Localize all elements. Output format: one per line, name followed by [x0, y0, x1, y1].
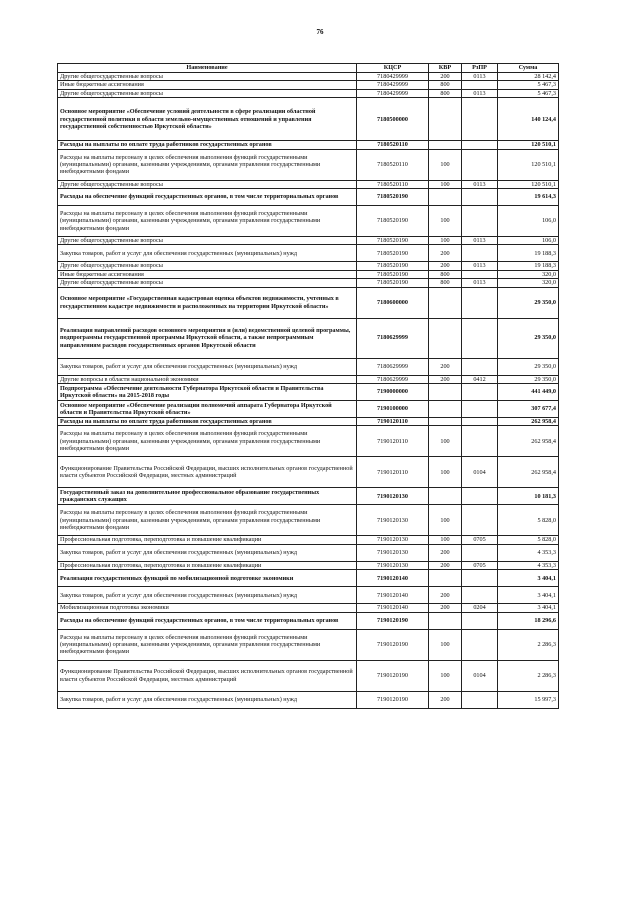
cell-sum: 19 188,3: [498, 262, 559, 270]
cell-kvr: 200: [429, 73, 462, 81]
cell-name: Основное мероприятие «Обеспечение реализации полномочий аппарата Губернатора Иркутской области и Правительства Иркутской области»: [58, 401, 357, 418]
cell-sum: 29 350,0: [498, 287, 559, 318]
cell-rzpr: [462, 270, 498, 278]
table-row: [58, 287, 559, 318]
cell-name: Иные бюджетные ассигнования: [58, 270, 357, 278]
cell-kvr: [429, 287, 462, 318]
cell-kvr: 100: [429, 149, 462, 180]
cell-name: Расходы на выплаты персоналу в целях обеспечения выполнения функций государственными (муниципальными) органами, казенными учреждениями, органами управления государственными внебюджетными фондами: [58, 206, 357, 237]
table-header-row: [58, 64, 559, 73]
cell-sum: 10 181,3: [498, 488, 559, 505]
cell-rzpr: [462, 358, 498, 375]
table-row: [58, 691, 559, 708]
page-number: 76: [316, 28, 324, 36]
cell-name: Функционирование Правительства Российской Федерации, высших исполнительных органов государственной власти субъектов Российской Федерации, местных администраций: [58, 457, 357, 488]
cell-name: Подпрограмма «Обеспечение деятельности Губернатора Иркутской области и Правительства Иркутской области» на 2015-2018 годы: [58, 384, 357, 401]
cell-kcsr: 7190120140: [357, 604, 429, 612]
cell-rzpr: [462, 384, 498, 401]
table-row: [58, 505, 559, 536]
table-row: [58, 536, 559, 544]
cell-rzpr: [462, 81, 498, 89]
cell-name: Другие общегосударственные вопросы: [58, 237, 357, 245]
cell-sum: 29 350,0: [498, 375, 559, 383]
cell-kcsr: 7190120190: [357, 691, 429, 708]
cell-kvr: 800: [429, 270, 462, 278]
table-row: [58, 73, 559, 81]
column-header-rzpr: РзПР: [462, 64, 498, 73]
cell-name: Расходы на выплаты персоналу в целях обеспечения выполнения функций государственными (муниципальными) органами, казенными учреждениями, органами управления государственными внебюджетными фондами: [58, 149, 357, 180]
table-row: [58, 189, 559, 206]
cell-kcsr: 7190100000: [357, 401, 429, 418]
cell-sum: 120 510,1: [498, 149, 559, 180]
cell-sum: 29 350,0: [498, 318, 559, 358]
table-row: [58, 561, 559, 569]
cell-kcsr: 7180429999: [357, 89, 429, 97]
cell-name: Расходы на выплаты по оплате труда работников государственных органов: [58, 418, 357, 426]
cell-name: Закупка товаров, работ и услуг для обеспечения государственных (муниципальных) нужд: [58, 544, 357, 561]
cell-rzpr: 0705: [462, 561, 498, 569]
cell-name: Основное мероприятие «Обеспечение условий деятельности в сфере реализации областной государственной политики в области земельно-имущественных отношений и управления государственной собственностью Иркутской области»: [58, 98, 357, 141]
cell-rzpr: [462, 629, 498, 660]
cell-kcsr: 7180520190: [357, 206, 429, 237]
cell-kvr: 800: [429, 89, 462, 97]
cell-kcsr: 7180500000: [357, 98, 429, 141]
cell-name: Реализация государственных функций по мобилизационной подготовке экономики: [58, 570, 357, 587]
table-row: [58, 418, 559, 426]
cell-rzpr: 0113: [462, 73, 498, 81]
cell-sum: 262 958,4: [498, 418, 559, 426]
cell-rzpr: [462, 544, 498, 561]
cell-name: Расходы на обеспечение функций государственных органов, в том числе территориальных органов: [58, 189, 357, 206]
cell-sum: 19 614,3: [498, 189, 559, 206]
cell-kcsr: 7190120130: [357, 561, 429, 569]
table-row: [58, 587, 559, 604]
cell-sum: 5 467,3: [498, 89, 559, 97]
cell-name: Другие общегосударственные вопросы: [58, 279, 357, 287]
table-row: [58, 570, 559, 587]
cell-name: Другие общегосударственные вопросы: [58, 262, 357, 270]
table-row: [58, 358, 559, 375]
cell-name: Другие вопросы в области национальной экономики: [58, 375, 357, 383]
cell-kvr: 200: [429, 587, 462, 604]
cell-kvr: 100: [429, 426, 462, 457]
cell-rzpr: 0204: [462, 604, 498, 612]
cell-kvr: 100: [429, 206, 462, 237]
cell-kcsr: 7190120130: [357, 505, 429, 536]
cell-kcsr: 7190120190: [357, 629, 429, 660]
cell-kvr: [429, 141, 462, 149]
cell-sum: 106,0: [498, 206, 559, 237]
cell-kvr: [429, 570, 462, 587]
cell-sum: 140 124,4: [498, 98, 559, 141]
cell-kcsr: 7180629999: [357, 358, 429, 375]
cell-name: Другие общегосударственные вопросы: [58, 73, 357, 81]
cell-kcsr: 7190120140: [357, 570, 429, 587]
cell-sum: 2 286,3: [498, 660, 559, 691]
table-row: [58, 544, 559, 561]
cell-name: Основное мероприятие «Государственная кадастровая оценка объектов недвижимости, учтенных в государственном кадастре недвижимости и расположенных на территории Иркутской области»: [58, 287, 357, 318]
cell-sum: 19 188,3: [498, 245, 559, 262]
cell-rzpr: [462, 245, 498, 262]
cell-sum: 28 142,4: [498, 73, 559, 81]
cell-kvr: 200: [429, 691, 462, 708]
cell-kcsr: 7180600000: [357, 287, 429, 318]
cell-name: Закупка товаров, работ и услуг для обеспечения государственных (муниципальных) нужд: [58, 245, 357, 262]
table-row: [58, 375, 559, 383]
table-row: [58, 149, 559, 180]
cell-sum: 262 958,4: [498, 457, 559, 488]
cell-kcsr: 7180629999: [357, 375, 429, 383]
table-row: [58, 180, 559, 188]
table-row: [58, 457, 559, 488]
cell-name: Государственный заказ на дополнительное профессиональное образование государственных гражданских служащих: [58, 488, 357, 505]
table-row: [58, 206, 559, 237]
cell-name: Расходы на выплаты персоналу в целях обеспечения выполнения функций государственными (муниципальными) органами, казенными учреждениями, органами управления государственными внебюджетными фондами: [58, 629, 357, 660]
cell-rzpr: [462, 426, 498, 457]
cell-kvr: [429, 98, 462, 141]
cell-kcsr: 7180520190: [357, 262, 429, 270]
cell-rzpr: [462, 570, 498, 587]
cell-kcsr: 7190120140: [357, 587, 429, 604]
cell-kvr: 100: [429, 237, 462, 245]
cell-kvr: 800: [429, 279, 462, 287]
table-row: [58, 270, 559, 278]
cell-kvr: [429, 384, 462, 401]
cell-rzpr: [462, 587, 498, 604]
cell-kcsr: 7190000000: [357, 384, 429, 401]
cell-sum: 120 510,1: [498, 141, 559, 149]
cell-sum: 4 353,3: [498, 544, 559, 561]
table-row: [58, 98, 559, 141]
cell-rzpr: [462, 418, 498, 426]
table-row: [58, 81, 559, 89]
cell-kcsr: 7190120130: [357, 544, 429, 561]
cell-rzpr: [462, 505, 498, 536]
cell-kcsr: 7190120110: [357, 457, 429, 488]
cell-kcsr: 7190120130: [357, 536, 429, 544]
cell-kcsr: 7190120190: [357, 612, 429, 629]
cell-name: Закупка товаров, работ и услуг для обеспечения государственных (муниципальных) нужд: [58, 691, 357, 708]
cell-kcsr: 7180520110: [357, 149, 429, 180]
cell-rzpr: [462, 691, 498, 708]
cell-kcsr: 7190120130: [357, 488, 429, 505]
cell-kcsr: 7190120190: [357, 660, 429, 691]
cell-kcsr: 7180520190: [357, 245, 429, 262]
cell-name: Расходы на выплаты персоналу в целях обеспечения выполнения функций государственными (муниципальными) органами, казенными учреждениями, органами управления государственными внебюджетными фондами: [58, 426, 357, 457]
cell-sum: 320,0: [498, 279, 559, 287]
table-row: [58, 279, 559, 287]
cell-name: Закупка товаров, работ и услуг для обеспечения государственных (муниципальных) нужд: [58, 587, 357, 604]
column-header-name: Наименование: [58, 64, 357, 73]
cell-rzpr: 0113: [462, 237, 498, 245]
cell-rzpr: [462, 318, 498, 358]
cell-sum: 15 997,3: [498, 691, 559, 708]
cell-kvr: 100: [429, 629, 462, 660]
table-row: [58, 262, 559, 270]
cell-kvr: [429, 401, 462, 418]
cell-rzpr: [462, 141, 498, 149]
cell-sum: 29 350,0: [498, 358, 559, 375]
table-row: [58, 604, 559, 612]
cell-sum: 320,0: [498, 270, 559, 278]
cell-sum: 5 828,0: [498, 505, 559, 536]
cell-kvr: 200: [429, 604, 462, 612]
cell-name: Расходы на выплаты по оплате труда работников государственных органов: [58, 141, 357, 149]
cell-rzpr: [462, 189, 498, 206]
cell-kcsr: 7180520190: [357, 270, 429, 278]
cell-rzpr: 0705: [462, 536, 498, 544]
cell-sum: 120 510,1: [498, 180, 559, 188]
cell-sum: 3 404,1: [498, 587, 559, 604]
cell-name: Профессиональная подготовка, переподготовка и повышение квалификации: [58, 536, 357, 544]
cell-kcsr: 7180520110: [357, 141, 429, 149]
table-row: [58, 384, 559, 401]
cell-kvr: 200: [429, 262, 462, 270]
cell-name: Функционирование Правительства Российской Федерации, высших исполнительных органов государственной власти субъектов Российской Федерации, местных администраций: [58, 660, 357, 691]
cell-kvr: 200: [429, 544, 462, 561]
cell-rzpr: [462, 206, 498, 237]
cell-name: Другие общегосударственные вопросы: [58, 180, 357, 188]
cell-rzpr: 0113: [462, 89, 498, 97]
cell-kvr: 800: [429, 81, 462, 89]
cell-kvr: 200: [429, 375, 462, 383]
cell-rzpr: 0104: [462, 457, 498, 488]
cell-kcsr: 7190120110: [357, 426, 429, 457]
table-row: [58, 488, 559, 505]
cell-name: Расходы на выплаты персоналу в целях обеспечения выполнения функций государственными (муниципальными) органами, казенными учреждениями, органами управления государственными внебюджетными фондами: [58, 505, 357, 536]
table-row: [58, 629, 559, 660]
cell-kcsr: 7180520110: [357, 180, 429, 188]
cell-name: Профессиональная подготовка, переподготовка и повышение квалификации: [58, 561, 357, 569]
cell-sum: 5 828,0: [498, 536, 559, 544]
cell-sum: 3 404,1: [498, 604, 559, 612]
cell-name: Реализация направлений расходов основного мероприятия и (или) ведомственной целевой программы, подпрограммы государственной программы Иркутской области, а также непрограммным направлениям расходов государственных органов Иркутской области: [58, 318, 357, 358]
table-row: [58, 426, 559, 457]
cell-kvr: 100: [429, 536, 462, 544]
column-header-kcsr: КЦСР: [357, 64, 429, 73]
cell-kvr: [429, 488, 462, 505]
table-row: [58, 141, 559, 149]
cell-kvr: 100: [429, 180, 462, 188]
cell-name: Другие общегосударственные вопросы: [58, 89, 357, 97]
cell-kvr: [429, 318, 462, 358]
cell-name: Расходы на обеспечение функций государственных органов, в том числе территориальных органов: [58, 612, 357, 629]
cell-sum: 307 677,4: [498, 401, 559, 418]
table-row: [58, 660, 559, 691]
cell-rzpr: 0113: [462, 279, 498, 287]
cell-sum: 3 404,1: [498, 570, 559, 587]
cell-rzpr: [462, 612, 498, 629]
cell-kcsr: 7190120110: [357, 418, 429, 426]
column-header-kvr: КВР: [429, 64, 462, 73]
cell-rzpr: [462, 401, 498, 418]
table-row: [58, 318, 559, 358]
cell-kvr: [429, 612, 462, 629]
cell-kcsr: 7180429999: [357, 73, 429, 81]
cell-name: Закупка товаров, работ и услуг для обеспечения государственных (муниципальных) нужд: [58, 358, 357, 375]
cell-kvr: 100: [429, 457, 462, 488]
table-row: [58, 401, 559, 418]
cell-kcsr: 7180429999: [357, 81, 429, 89]
cell-rzpr: [462, 149, 498, 180]
cell-sum: 2 286,3: [498, 629, 559, 660]
cell-kcsr: 7180520190: [357, 237, 429, 245]
cell-rzpr: 0412: [462, 375, 498, 383]
cell-kcsr: 7180520190: [357, 279, 429, 287]
cell-sum: 4 353,3: [498, 561, 559, 569]
cell-kcsr: 7180520190: [357, 189, 429, 206]
cell-kvr: [429, 189, 462, 206]
cell-rzpr: 0113: [462, 180, 498, 188]
cell-kvr: 200: [429, 358, 462, 375]
cell-rzpr: 0104: [462, 660, 498, 691]
cell-name: Иные бюджетные ассигнования: [58, 81, 357, 89]
cell-rzpr: [462, 287, 498, 318]
column-header-sum: Сумма: [498, 64, 559, 73]
cell-kvr: 200: [429, 245, 462, 262]
cell-sum: 18 296,6: [498, 612, 559, 629]
table-row: [58, 245, 559, 262]
cell-sum: 106,0: [498, 237, 559, 245]
cell-sum: 262 958,4: [498, 426, 559, 457]
cell-rzpr: [462, 488, 498, 505]
cell-rzpr: [462, 98, 498, 141]
cell-kcsr: 7180629999: [357, 318, 429, 358]
table-row: [58, 89, 559, 97]
cell-rzpr: 0113: [462, 262, 498, 270]
cell-sum: 5 467,3: [498, 81, 559, 89]
cell-kvr: 100: [429, 660, 462, 691]
cell-name: Мобилизационная подготовка экономики: [58, 604, 357, 612]
table-row: [58, 237, 559, 245]
table-row: [58, 612, 559, 629]
cell-kvr: 100: [429, 505, 462, 536]
budget-table: [57, 63, 559, 709]
cell-sum: 441 449,0: [498, 384, 559, 401]
cell-kvr: 200: [429, 561, 462, 569]
cell-kvr: [429, 418, 462, 426]
